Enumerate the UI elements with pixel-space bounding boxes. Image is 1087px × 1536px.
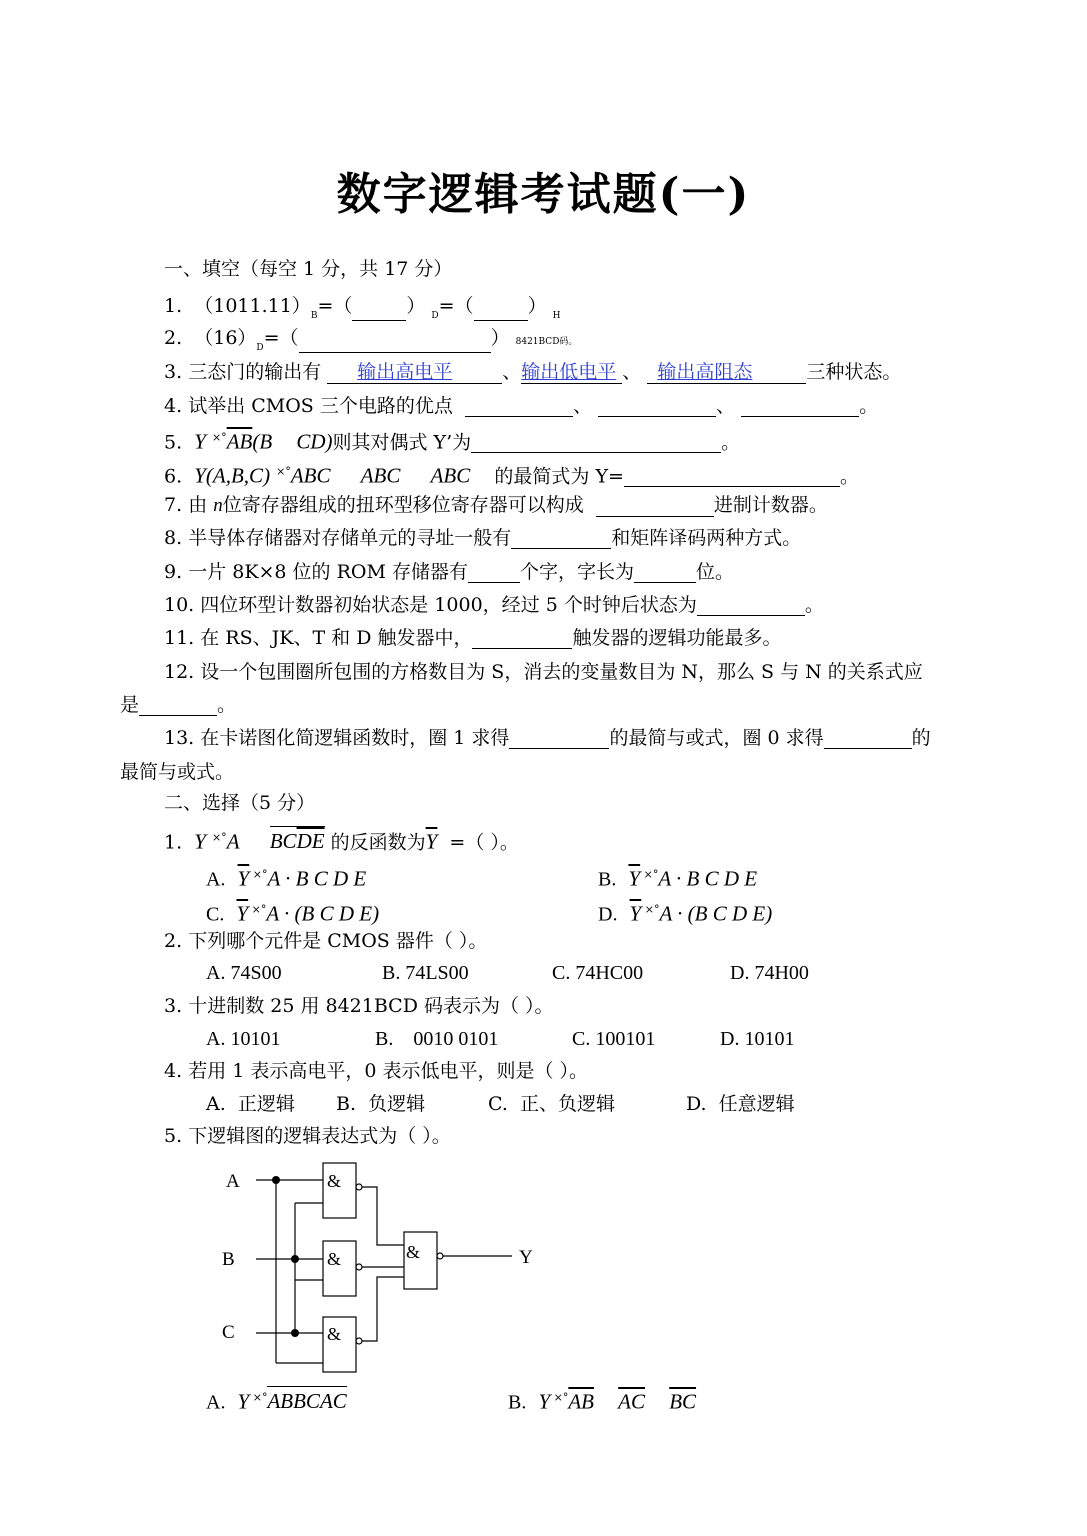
option-2-1-c[interactable]: C. $\overline{Y}$ ×°A · (B C D E) (206, 901, 380, 926)
blank[interactable] (509, 730, 609, 749)
blank[interactable] (468, 564, 520, 583)
blank[interactable] (299, 334, 491, 353)
option-2-3-d[interactable]: D. 10101 (720, 1028, 795, 1050)
question-2-1: 1. Y ×°A $BC\overline{DE}$ 的反函数为$\overline{Y}$ =（ ）。 (164, 827, 519, 853)
blank[interactable] (472, 630, 572, 649)
answer-link[interactable]: 输出低电平 (521, 361, 617, 383)
option-2-1-b[interactable]: B. $\overline{Y}$ ×°A · B C D E (598, 866, 758, 891)
blank[interactable] (697, 597, 805, 616)
option-2-3-b[interactable]: B. 0010 0101 (375, 1028, 499, 1050)
blank[interactable] (352, 302, 406, 321)
question-1-1: 1. $(1011.11)_B=$（ ） $_D$=（ ） $_H$ (164, 295, 561, 321)
option-2-1-a[interactable]: A. $\overline{Y}$ ×°A · B C D E (206, 866, 367, 891)
question-1-7: 7. 由 n位寄存器组成的扭环型移位寄存器可以构成 进制计数器。 (164, 494, 828, 516)
answer-link[interactable]: 输出高电平 (357, 361, 453, 383)
question-1-13: 13. 在卡诺图化简逻辑函数时，圈 1 求得 的最简与或式，圈 0 求得 的 (164, 727, 931, 749)
blank[interactable] (596, 498, 714, 517)
question-2-3: 3. 十进制数 25 用 8421BCD 码表示为（ ）。 (164, 995, 554, 1017)
output-y-label: Y (519, 1247, 533, 1268)
input-b-label: B (222, 1249, 235, 1270)
option-2-5-b[interactable]: B. Y $^{\times^\circ}\overline{AB}$ $\overline{AC}$ $\overline{BC}$ (508, 1389, 697, 1414)
option-2-2-d[interactable]: D. 74H00 (730, 962, 809, 984)
nand-gate-3-symbol: & (327, 1324, 342, 1344)
option-2-4-a[interactable]: A. 正逻辑 (206, 1093, 295, 1115)
page-title: 数字逻辑考试题(一) (336, 169, 751, 220)
question-1-11: 11. 在 RS、JK、T 和 D 触发器中， 触发器的逻辑功能最多。 (164, 627, 782, 649)
input-c-label: C (222, 1322, 235, 1343)
question-1-12: 12. 设一个包围圈所包围的方格数目为 S，消去的变量数目为 N，那么 S 与 N 的关系式应 (164, 661, 923, 683)
logic-circuit-diagram (210, 1155, 550, 1385)
question-2-5: 5. 下逻辑图的逻辑表达式为（ ）。 (164, 1125, 451, 1147)
option-2-4-c[interactable]: C. 正、负逻辑 (488, 1093, 615, 1115)
option-2-2-c[interactable]: C. 74HC00 (552, 962, 644, 984)
nand-gate-2-symbol: & (327, 1249, 342, 1269)
option-2-2-b[interactable]: B. 74LS00 (382, 962, 469, 984)
option-2-5-a[interactable]: A. Y ×°ABBCAC (206, 1387, 347, 1413)
option-2-4-b[interactable]: B. 负逻辑 (336, 1093, 426, 1115)
nand-gate-1-symbol: & (327, 1171, 342, 1191)
option-2-4-d[interactable]: D. 任意逻辑 (686, 1093, 795, 1115)
answer-link[interactable]: 输出高阻态 (657, 361, 753, 383)
question-1-3: 3. 三态门的输出有 输出高电平 、输出低电平 、 输出高阻态 三种状态。 (164, 361, 902, 383)
blank[interactable] (824, 730, 912, 749)
question-1-13-cont: 最简与或式。 (120, 761, 235, 783)
option-2-3-a[interactable]: A. 10101 (206, 1028, 281, 1050)
question-1-4: 4. 试举出 CMOS 三个电路的优点 、 、 。 (164, 395, 879, 417)
question-1-8: 8. 半导体存储器对存储单元的寻址一般有 和矩阵译码两种方式。 (164, 527, 802, 549)
section-heading-choice: 二、选择（5 分） (164, 792, 316, 814)
nand-gate-4-symbol: & (406, 1242, 421, 1262)
blank[interactable] (465, 398, 573, 417)
input-a-label: A (226, 1171, 240, 1192)
question-2-4: 4. 若用 1 表示高电平，0 表示低电平，则是（ ）。 (164, 1060, 589, 1082)
question-1-10: 10. 四位环型计数器初始状态是 1000，经过 5 个时钟后状态为 。 (164, 594, 824, 616)
question-1-6: 6. Y(A,B,C) ×°ABC ABC ABC 的最简式为 Y= 。 (164, 463, 859, 488)
blank[interactable] (471, 434, 721, 453)
option-2-2-a[interactable]: A. 74S00 (206, 962, 282, 984)
blank[interactable] (634, 564, 696, 583)
blank[interactable] (598, 398, 716, 417)
question-1-9: 9. 一片 8K×8 位的 ROM 存储器有 个字，字长为 位。 (164, 561, 735, 583)
question-2-2: 2. 下列哪个元件是 CMOS 器件（ ）。 (164, 930, 488, 952)
option-2-3-c[interactable]: C. 100101 (572, 1028, 656, 1050)
section-heading-fill: 一、填空（每空 1 分，共 17 分） (164, 258, 453, 280)
option-2-1-d[interactable]: D. $\overline{Y}$ ×°A · (B C D E) (598, 901, 773, 926)
question-1-5: 5. Y $^{\times^\circ}\overline{AB}(B$ CD)则其对偶式 Y’为 。 (164, 429, 741, 454)
blank[interactable] (624, 468, 840, 487)
question-1-12-cont: 是 。 (120, 694, 237, 716)
blank[interactable] (511, 530, 611, 549)
blank[interactable] (741, 398, 859, 417)
blank[interactable] (474, 302, 528, 321)
blank[interactable] (139, 697, 217, 716)
question-1-2: 2. $(16)_D=$（ ） 8421BCD码。 (164, 327, 578, 353)
